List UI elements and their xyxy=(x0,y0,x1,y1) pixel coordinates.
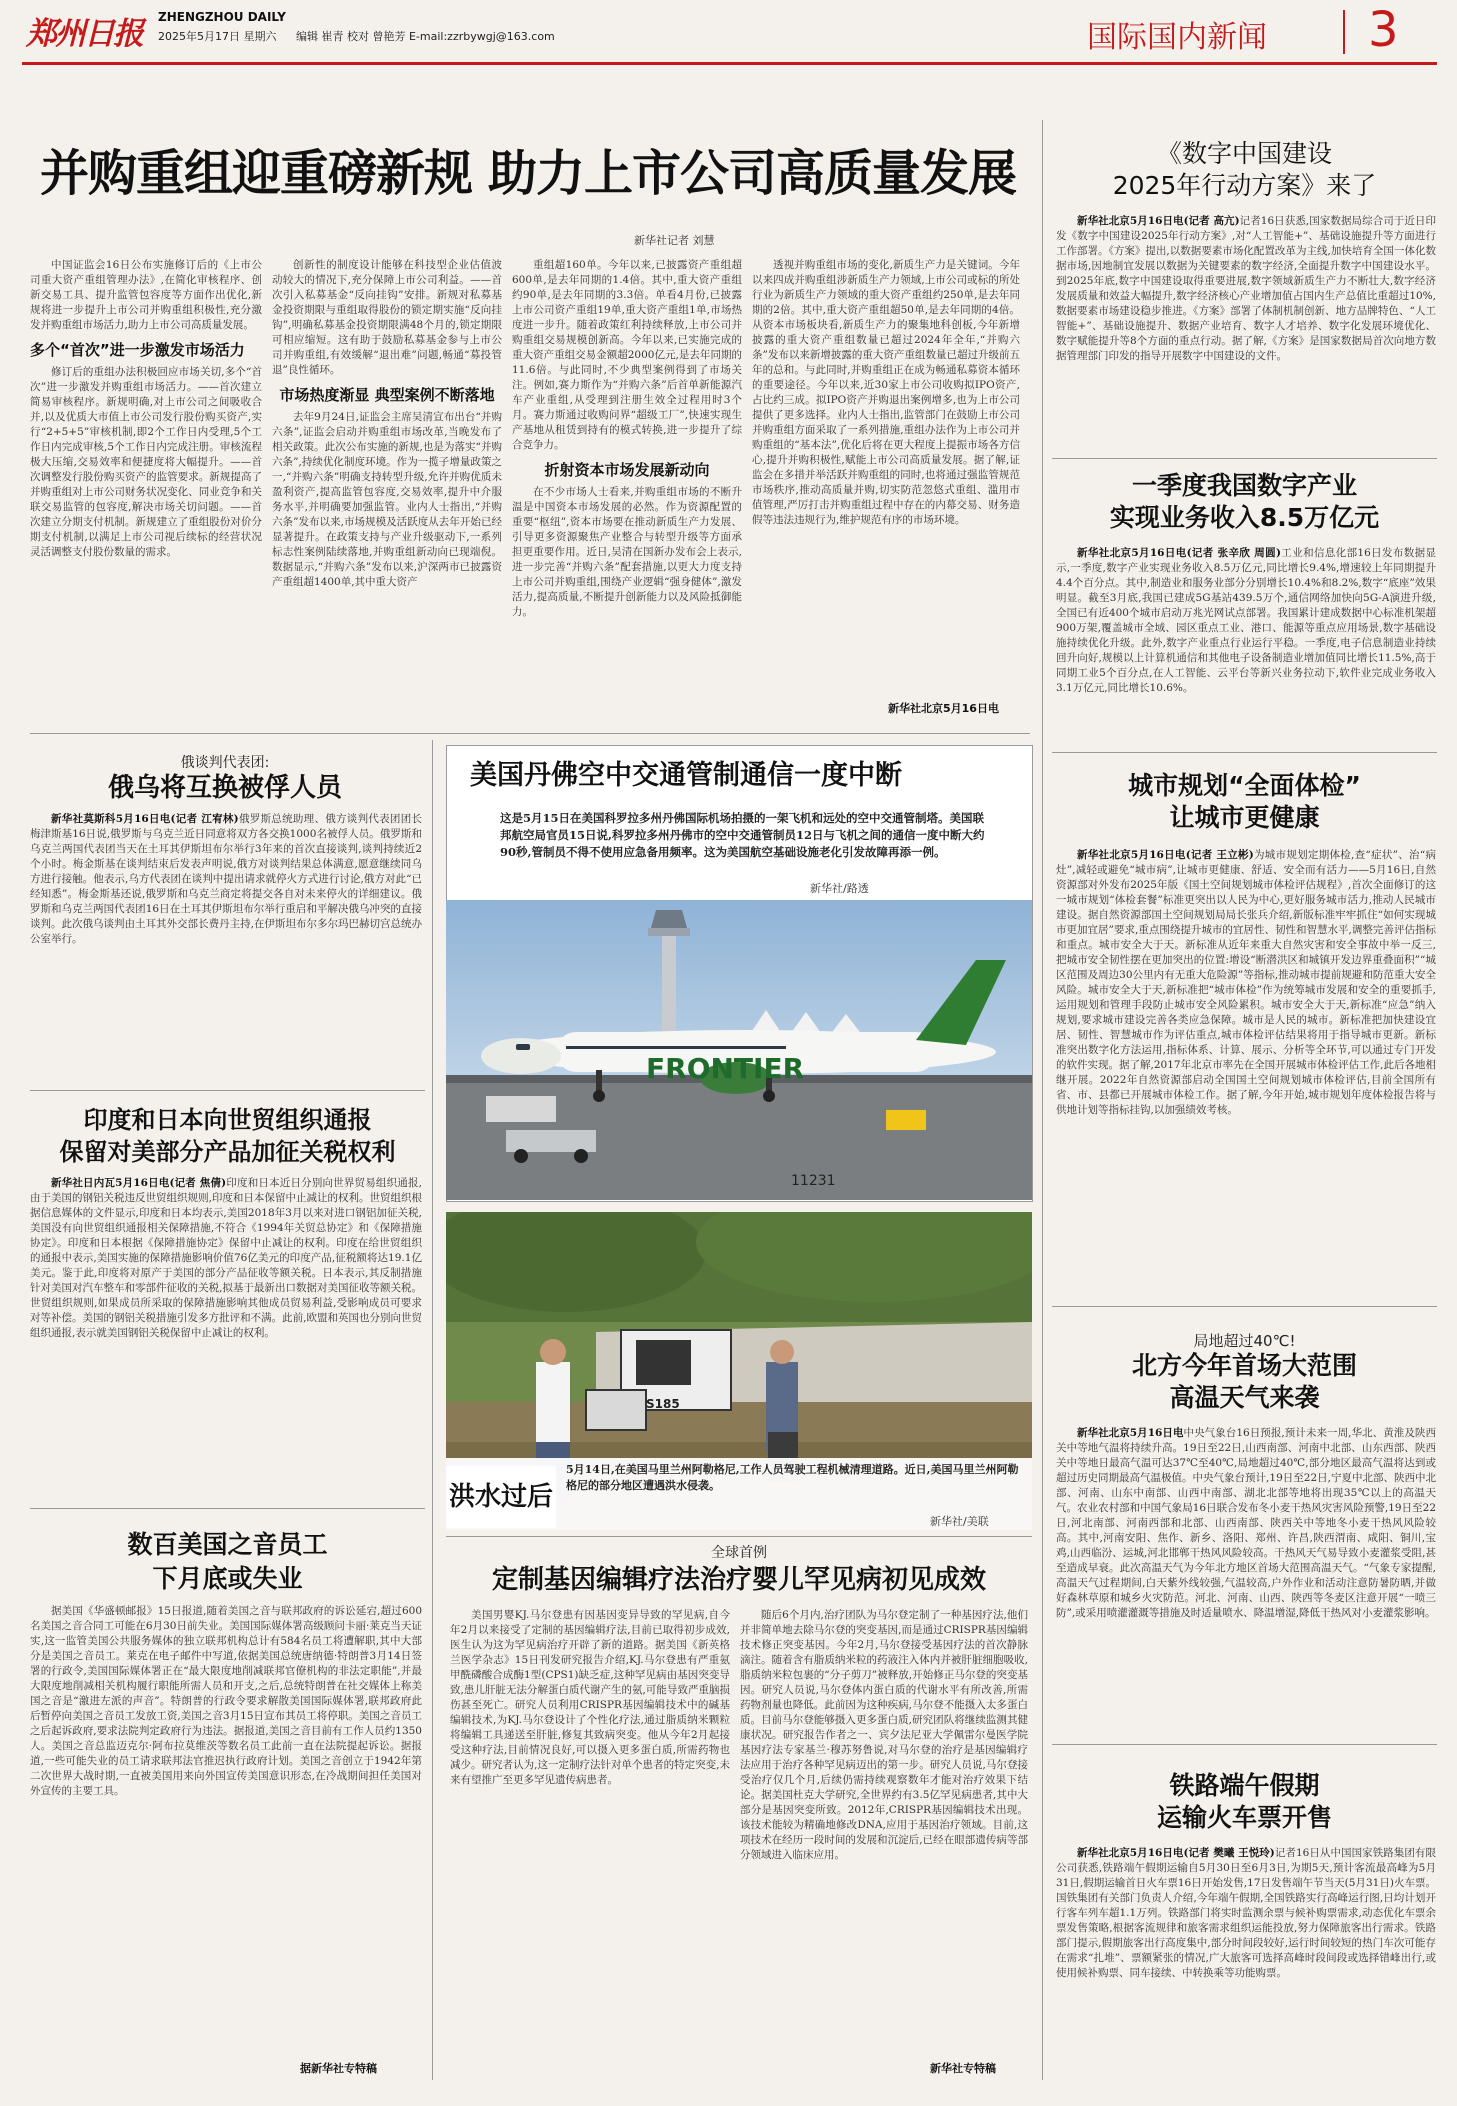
divider xyxy=(1042,120,1043,2080)
divider xyxy=(1052,752,1437,753)
main-headline: 并购重组迎重磅新规 助力上市公司高质量发展 xyxy=(40,145,1017,202)
en-name: ZHENGZHOU DAILY xyxy=(158,10,286,24)
india-title: 印度和日本向世贸组织通报 保留对美部分产品加征关税权利 xyxy=(59,1106,396,1166)
india-body: 新华社日内瓦5月16日电(记者 焦倩)印度和日本近日分别向世界贸易组织通报,由于美国的钢铝关税违反世贸组织规则,印度和日本保留中止减让的权利。世贸组织根据信息媒体的文件显示,印度和日本均表示,美国2018年3月以来对进口钢铝加征关税,美国没有向世贸组织通报相关保障措施,不符合《1994年关贸总协定》和《保障措施协定》。印度和日本根据《保障措施协定》保留中止减让的权利。印度在给世贸组织的通报中表示,美国实施的保障措施影响价值76亿美元的印度产品,征税额将达19.1亿美元。鉴于此,印度将对原产于美国的部分产品征收等额关税。日本表示,其反制措施针对美国对汽车整车和零部件征收的关税,拟基于最新出口数据对美国征收等额关税。世贸组织规则,如果成员所采取的保障措施影响其他成员贸易利益,受影响成员可要求对等补偿。美国的钢铝关税措施引发多方批评和不满。此前,欧盟和英国也分别向世贸组织通报,表示就美国钢铝关税保留中止减让的权利。 xyxy=(30,1177,422,1339)
masthead-rule xyxy=(22,62,1437,65)
digital-title: 《数字中国建设 2025年行动方案》来了 xyxy=(1112,139,1377,200)
main-col-4: 透视并购重组市场的变化,新质生产力是关键词。今年以来四成并购重组涉新质生产力领域,上市公司或标的所处行业为新质生产力领域的重大资产重组约250单,是去年同期的2倍。其中,重大资产重组超50单,是去年同期的4倍。从资本市场板块看,新质生产力的聚集地科创板,今年新增披露的重大资产重组数量已超过2024年全年,“并购六条”发布以来新增披露的重大资产重组数量已超过升级前五年的总和。与此同时,并购重组正在成为畅通私募资本循环的重要途径。今年以来,近30家上市公司收购拟IPO资产,占比约三成。拟IPO资产并购退出案例增多,也为上市公司提供了更多选择。业内人士指出,监管部门在鼓励上市公司并购重组方面采取了一系列措施,重组办法作为上市公司并购重组的“基本法”,优化后将在更大程度上提振市场各方信心,提升并购积极性,赋能上市公司高质量发展。据了解,证监会在多措并举活跃并购重组的同时,也将通过强监管规范市场秩序,推动高质量并购,切实防范忽悠式重组、滥用市值管理,严厉打击并购重组过程中存在的内幕交易、财务造假等违法违规行为,维护规范有序的市场环境。 xyxy=(752,259,1020,526)
photo1-credit: 新华社/路透 xyxy=(810,882,869,895)
main-col-3: 重组超160单。今年以来,已披露资产重组超600单,是去年同期的1.4倍。其中,重大资产重组约90单,是去年同期的3.3倍。单看4月份,已披露上市公司资产重组19单,重大资产重组1单,市场热度进一步升。随着政策红利持续释放,上市公司并购重组交易规模创新高。今年以来,已实施完成的重大资产重组交易金额超2000亿元,是去年同期的11.6倍。与此同时,不少典型案例得到了市场关注。例如,赛力斯作为“并购六条”后首单新能源汽车产业重组,从受理到注册生效全过程用时3个月。赛力斯通过收购问界“超级工厂”,快速实现生产基地从租赁到持有的模式转换,进一步提升了综合竞争力。 折射资本市场发展新动向 在不少市场人士看来,并购重组市场的不断升温是中国资本市场发展的必然。作为资源配置的重要“枢纽”,资本市场要在推动新质生产力发展、引导更多资源聚焦产业整合与转型升级等方面承担更重要作用。近日,吴清在国新办发布会上表示,进一步完善“并购六条”配套措施,以更大力度支持上市公司并购重组,围绕产业逻辑“强身健体”,激发活力,提高质量,不断提升创新能力以及风险抵御能力。 xyxy=(512,259,742,618)
heat-kicker: 局地超过40℃! xyxy=(1193,1332,1296,1350)
main-byline: 新华社记者 刘慧 xyxy=(634,234,715,247)
masthead xyxy=(0,0,1457,106)
divider xyxy=(30,733,1030,734)
denver-airport-image xyxy=(446,900,1032,1200)
photo1-title: 美国丹佛空中交通管制通信一度中断 xyxy=(470,760,902,791)
industry-body: 新华社北京5月16日电(记者 张辛欣 周圆)工业和信息化部16日发布数据显示,一季度,数字产业实现业务收入8.5万亿元,同比增长9.4%,增速较上年同期提升4.4个百分点。其中,制造业和服务业部分分别增长10.4%和8.2%,数字“底座”效果明显。截至3月底,我国已建成5G基站439.5万个,通信网络加快向5G-A演进升级,全国已有近400个城市启动万兆光网试点部署。我国累计建成数据中心标准机架超900万架,覆盖城市全域、园区重点工业、港口、能源等重点应用场景,数字基础设施持续优化升级。此外,数字产业重点行业运行平稳。一季度,电子信息制造业持续回升向好,规模以上计算机通信和其他电子设备制造业增加值同比增长11.5%,高于同期工业5个百分点,在人工智能、云平台等新兴业务拉动下,软件业完成业务收入3.1万亿元,同比增长10.6%。 xyxy=(1056,547,1436,694)
industry-title: 一季度我国数字产业 实现业务收入8.5万亿元 xyxy=(1109,471,1380,532)
date-line: 2025年5月17日 星期六 xyxy=(158,30,277,43)
gene-col-2: 随后6个月内,治疗团队为马尔登定制了一种基因疗法,他们并非简单地去除马尔登的突变基因,而是通过CRISPR基因编辑技术修正突变基因。今年2月,马尔登接受基因疗法的首次静脉滴注。随着含有脂质纳米粒的药液注入体内并被肝脏细胞吸收,脂质纳米粒包裹的“分子剪刀”被释放,开始修正马尔登的突变基因。研究人员说,马尔登体内蛋白质的代谢水平有所改善,所需药物剂量也降低。此前因为这种疾病,马尔登不能摄入太多蛋白质。目前马尔登能够摄入更多蛋白质,研究团队将继续监测其健康状况。研究报告作者之一、宾夕法尼亚大学佩雷尔曼医学院基因疗法专家基兰·穆苏努鲁说,对马尔登的治疗是基因编辑疗法应用于治疗各种罕见病迈出的第一步。研究人员说,马尔登接受治疗仅几个月,后续仍需持续观察数年才能对治疗效果下结论。据美国杜克大学研究,全世界约有3.5亿罕见病患者,其中大部分是基因突变所致。2012年,CRISPR基因编辑技术出现。该技术能较为精确地修改DNA,应用于基因治疗领域。目前,这项技术在经历一段时间的发展和沉淀后,已经在眼部遗传病等部分领域进入临床应用。 xyxy=(740,1609,1028,1861)
urban-title: 城市规划“全面体检” 让城市更健康 xyxy=(1128,771,1361,832)
newspaper-logo: 郑州日报 xyxy=(26,16,142,52)
divider xyxy=(30,1508,425,1509)
photo-denver-airport xyxy=(446,900,1032,1200)
photo1-caption: 这是5月15日在美国科罗拉多州丹佛国际机场拍摄的一架飞机和远处的空中交通管制塔。美国联邦航空局官员15日说,科罗拉多州丹佛市的空中交通管制员12日与飞机之间的通信一度中断大约90秒,管制员不得不使用应急备用频率。这为美国航空基础设施老化引发故障再添一例。 xyxy=(500,811,985,859)
russia-body: 新华社莫斯科5月16日电(记者 江宥林)俄罗斯总统助理、俄方谈判代表团团长梅津斯基16日说,俄罗斯与乌克兰近日同意将双方各交换1000名被俘人员。俄罗斯和乌克兰两国代表团当天在土耳其伊斯坦布尔举行3年来的首次直接谈判,谈判持续近2个小时。梅金斯基在谈判结束后发表声明说,俄方对谈判结果总体满意,愿意继续同乌方进行接触。他表示,乌方代表团在谈判中提出请求就停火方式进行讨论,俄方对此“已经知悉”。梅金斯基还说,俄罗斯和乌克兰商定将提交各自对未来停火的详细建议。俄罗斯和乌克兰两国代表团16日在土耳其伊斯坦布尔举行重启和平解决俄乌冲突的直接谈判。此次俄乌谈判由土耳其外交部长费丹主持,在伊斯坦布尔多尔玛巴赫切宫总统办公室举行。 xyxy=(30,813,422,945)
rail-title: 铁路端午假期 运输火车票开售 xyxy=(1156,1771,1332,1832)
plane-livery-text: FRONTIER xyxy=(646,1052,805,1085)
divider xyxy=(1052,1306,1437,1307)
loader-model-text: S185 xyxy=(646,1397,680,1411)
main-col-1: 中国证监会16日公布实施修订后的《上市公司重大资产重组管理办法》,在简化审核程序、创新交易工具、提升监管包容度等方面作出优化,新规将进一步提升上市公司并购重组积极性,充分激发并购重组市场活力,助力上市公司高质量发展。 多个“首次”进一步激发市场活力 修订后的重组办法积极回应市场关切,多个“首次”进一步激发并购重组市场活力。——首次建立简易审核程序。新规明确,对上市公司之间吸收合并,以及优质大市值上市公司发行股份购买资产,实行“2+5+5”审核机制,即2个工作日内受理,5个工作日内完成审核,5个工作日内完成注册。审核流程极大压缩,交易效率和便捷度将大幅提升。——首次调整发行股份购买资产的监管要求。新规提高了并购重组对上市公司财务状况变化、同业竞争和关联交易监管的包容度,解决市场关切问题。——首次建立分期支付机制。新规建立了重组股份对价分期支付机制,以满足上市公司视后续标的经营状况灵活调整支付股份数量的需求。 xyxy=(30,259,262,558)
divider xyxy=(1052,1744,1437,1745)
section-divider xyxy=(1343,10,1345,54)
voa-title: 数百美国之音员工 下月底或失业 xyxy=(127,1530,328,1593)
voa-body: 据美国《华盛顿邮报》15日报道,随着美国之音与联邦政府的诉讼延宕,超过600名美国之音合同工可能在6月30日前失业。美国国际媒体署高级顾问卡丽·莱克当天证实,这一监管美国公共服务媒体的独立联邦机构总计有584名员工将遭解职,其中大部分是美国之音员工。莱克在电子邮件中写道,依据美国总统唐纳德·特朗普3月14日签署的行政令,美国国际媒体署正在“最大限度地削减联邦官僚机构的非法定职能”,并最大限度地削减相关机构履行职能所需人员和开支,之后,总统特朗普在社交媒体上称美国之音是“激进左派的声音”。特朗普的行政令要求解散美国国际媒体署,联邦政府此后暂停向美国之音员工发放工资,美国之音3月15日宣布其员工将停职。美国之音员工之后起诉政府,要求法院判定政府行为违法。据报道,美国之音目前有工作人员约1350人。美国之音总监迈克尔·阿布拉莫维茨等数名员工此前一直在法院提起诉讼。据报道,一些可能失业的员工请求联邦法官推迟执行政府计划。美国之音创立于1942年第二次世界大战时期,一直被美国用来向外国宣传美国意识形态,在冷战期间担任美国对外宣传的主要工具。 xyxy=(30,1605,422,1797)
russia-kicker: 俄谈判代表团: xyxy=(180,755,270,771)
gene-source: 新华社专特稿 xyxy=(930,2062,996,2075)
voa-source: 据新华社专特稿 xyxy=(300,2062,377,2075)
heat-body: 新华社北京5月16日电中央气象台16日预报,预计未来一周,华北、黄淮及陕西关中等地气温将持续升高。19日至22日,山西南部、河南中北部、山东西部、陕西关中等地日最高气温可达37℃至40℃,局地超过40℃,部分地区最高气温将达到或超过历史同期最高气温极值。中央气象台预计,19日至22日,宁夏中北部、陕西中北部、河南、山东中南部、山西中南部、湖北北部等地将出现35℃以上的高温天气。农业农村部和中国气象局16日联合发布冬小麦干热风灾害风险预警,19日至22日,河北南部、河南西部和北部、山西南部、陕西关中等地冬小麦干热风风险较高。其中,河南安阳、焦作、新乡、洛阳、郑州、许昌,陕西渭南、咸阳、铜川,宝鸡,山西临汾、运城,河北邯郸干热风风险较高。干热风天气易导致小麦灌浆受阻,甚至造成早衰。此次高温天气为今年北方地区首场大范围高温天气。“气象专家提醒,高温天气过程期间,白天紫外线较强,气温较高,户外作业和活动注意防暑防晒,并做好森林草原和城乡火灾防范。河北、河南、山西、陕西等冬麦区注意开展“一喷三防”,或采用喷灌灌溉等措施及时适量喷水、降温增湿,降低干热风对小麦灌浆影响。 xyxy=(1056,1427,1436,1619)
russia-title: 俄乌将互换被俘人员 xyxy=(107,773,342,803)
gene-col-1: 美国男婴KJ.马尔登患有因基因变异导致的罕见病,自今年2月以来接受了定制的基因编辑疗法,目前已取得初步成效,医生认为这为罕见病治疗开辟了新的道路。据美国《新英格兰医学杂志》15日刊发研究报告介绍,KJ.马尔登患有严重氨甲酰磷酸合成酶1型(CPS1)缺乏症,这种罕见病由基因突变导致,患儿肝脏无法分解蛋白质代谢产生的氨,可能导致严重脑损伤甚至死亡。研究人员利用CRISPR基因编辑技术中的碱基编辑技术,为KJ.马尔登设计了个性化疗法,通过脂质纳米颗粒将编辑工具递送至肝脏,修复其致病突变。他从今年2月起接受这种疗法,目前情况良好,可以摄入更多蛋白质,所需药物也减少。研究者认为,这一定制疗法针对单个患者的特定突变,未来有望推广至更多罕见遗传病患者。 xyxy=(450,1609,730,1786)
section-title: 国际国内新闻 xyxy=(1087,20,1267,55)
digital-body: 新华社北京5月16日电(记者 高亢)记者16日获悉,国家数据局综合司于近日印发《数字中国建设2025年行动方案》,对“人工智能+”、基础设施提升等方面进行工作部署。《方案》提出,以数据要素市场化配置改革为主线,加快培育全国一体化数据市场,因地制宜发展以数据为关键要素的数字经济,全面提升数字中国建设水平。到2025年底,数字中国建设取得重要进展,数字领域新质生产力不断壮大,数字经济发展质量和效益大幅提升,数字经济核心产业增加值占国内生产总值比重超过10%,数据要素市场建设稳步推进。《方案》部署了体制机制创新、地方品牌特色、“人工智能+”、基础设施提升、数据产业培育、数字人才培养、数字化发展环境优化、数字赋能提升等8个方面的重点行动。据了解,《方案》是国家数据局首次向地方数据管理部门印发的指导开展数字中国建设的文件。 xyxy=(1056,215,1436,362)
photo2-title: 洪水过后 xyxy=(446,1466,556,1528)
photo2-caption: 5月14日,在美国马里兰州阿勒格尼,工作人员驾驶工程机械清理道路。近日,美国马里兰州阿勒格尼的部分地区遭遇洪水侵袭。 xyxy=(566,1463,1019,1492)
divider xyxy=(432,740,433,2080)
tail-number-text: 11231 xyxy=(791,1173,836,1189)
page-number: 3 xyxy=(1368,2,1399,58)
main-col-2: 创新性的制度设计能够在科技型企业估值波动较大的情况下,充分保障上市公司利益。——首次引入私募基金“反向挂钩”安排。新规对私募基金投资期限与重组取得股份的锁定期实施“反向挂钩”,明确私募基金投资期限满48个月的,锁定期限可相应缩短。这有助于鼓励私募基金参与上市公司并购重组,有效缓解“退出难”问题,畅通“募投管退”良性循环。 市场热度渐显 典型案例不断落地 去年9月24日,证监会主席吴清宣布出台“并购六条”,证监会启动并购重组市场改革,当晚发布了相关政策。此次公布实施的新规,也是为落实“并购六条”,持续优化制度环境。作为一揽子增量政策之一,“并购六条”明确支持转型升级,允许并购优质未盈利资产,提高监管包容度,交易效率,提升中介服务水平,并明确要加强监管。业内人士指出,“并购六条”发布以来,市场规模及活跃度从去年开始已经显著提升。在政策支持与产业升级驱动下,一系列标志性案例陆续落地,并购重组新动向已现端倪。数据显示,“并购六条”发布以来,沪深两市已披露资产重组超1400单,其中重大资产 xyxy=(272,259,502,588)
photo2-credit: 新华社/美联 xyxy=(930,1515,989,1528)
main-subhead-3: 折射资本市场发展新动向 xyxy=(544,461,710,479)
gene-kicker: 全球首例 xyxy=(711,1545,767,1561)
main-source: 新华社北京5月16日电 xyxy=(888,702,999,715)
main-subhead-2: 市场热度渐显 典型案例不断落地 xyxy=(279,386,495,404)
urban-body: 新华社北京5月16日电(记者 王立彬)为城市规划定期体检,查“症状”、治“病灶”,减轻或避免“城市病”,让城市更健康、舒适、安全而有活力——5月16日,自然资源部对外发布2025年版《国土空间规划城市体检评估规程》,首次全面修订的这一城市规划“体检套餐”标准更突出以人民为中心,更好服务城市活力,推动人民城市建设。据自然资源部国土空间规划局局长张兵介绍,新版标准牢牢抓住“如何实现城市更加宜居”要求,重点围绕提升城市的宜居性、韧性和智慧水平,调整完善评估指标和重点。城市安全大于天。新标准从近年来重大自然灾害和安全事故中举一反三,把城市安全韧性摆在更加突出的位置:增设“断潜洪区和城镇开发边界重叠面积”“城区范围及周边30公里内有无重大危险源”等指标,推动城市提前规避和防范重大安全风险。城市安全大于天,新标准把“城市体检”作为统筹城市发展和安全的重要抓手,运用规划和管理手段防止城市安全风险累积。城市安全大于天,新标准“应急”纳入规划,要求城市建设完善各类应急保障。城市是人民的城市。新标准把加快建设宜居、韧性、智慧城市作为评估重点,城市体检评估结果将用于指导城市更新。新标准突出数字化方法运用,指标体系、计算、展示、分析等全环节,可以通过专门开发的软件实现。据了解,2017年北京市率先在全国开展城市体检评估工作,此后各地相继开展。2022年自然资源部启动全国国土空间规划城市体检评估,目前全国所有省、市、县都已开展城市体检工作。据了解,今年开始,城市规划年度体检报告将与供地计划等指标挂钩,以加强绩效考核。 xyxy=(1056,849,1436,1116)
divider xyxy=(1052,458,1437,459)
main-subhead-1: 多个“首次”进一步激发市场活力 xyxy=(30,341,245,359)
editor-line: 编辑 崔青 校对 曾艳芳 E-mail:zzrbywgj@163.com xyxy=(296,30,555,43)
divider xyxy=(30,1090,425,1091)
gene-title: 定制基因编辑疗法治疗婴儿罕见病初见成效 xyxy=(491,1565,986,1595)
rail-body: 新华社北京5月16日电(记者 樊曦 王悦玲)记者16日从中国国家铁路集团有限公司获悉,铁路端午假期运输自5月30日至6月3日,为期5天,预计客流最高峰为5月31日,假期运输首日火车票16日开始发售,17日发售端午节当天(5月31日)火车票。国铁集团有关部门负责人介绍,今年端午假期,全国铁路实行高峰运行图,日均计划开行客车列车超1.1万列。铁路部门将实时监测余票与候补购票需求,动态优化车票余票发售策略,根据客流规律和旅客需求组织运能投放,努力保障旅客出行需求。铁路部门提示,假期旅客出行高度集中,部分时间段较好,运行时间较短的热门车次可能存在需求“扎堆”、票额紧张的情况,广大旅客可选择高峰时段间段或选择错峰出行,或使用候补购票、同车接续、中转换乘等功能购票。 xyxy=(1056,1847,1436,1979)
divider xyxy=(446,1536,1032,1537)
heat-title: 北方今年首场大范围 高温天气来袭 xyxy=(1131,1351,1357,1412)
